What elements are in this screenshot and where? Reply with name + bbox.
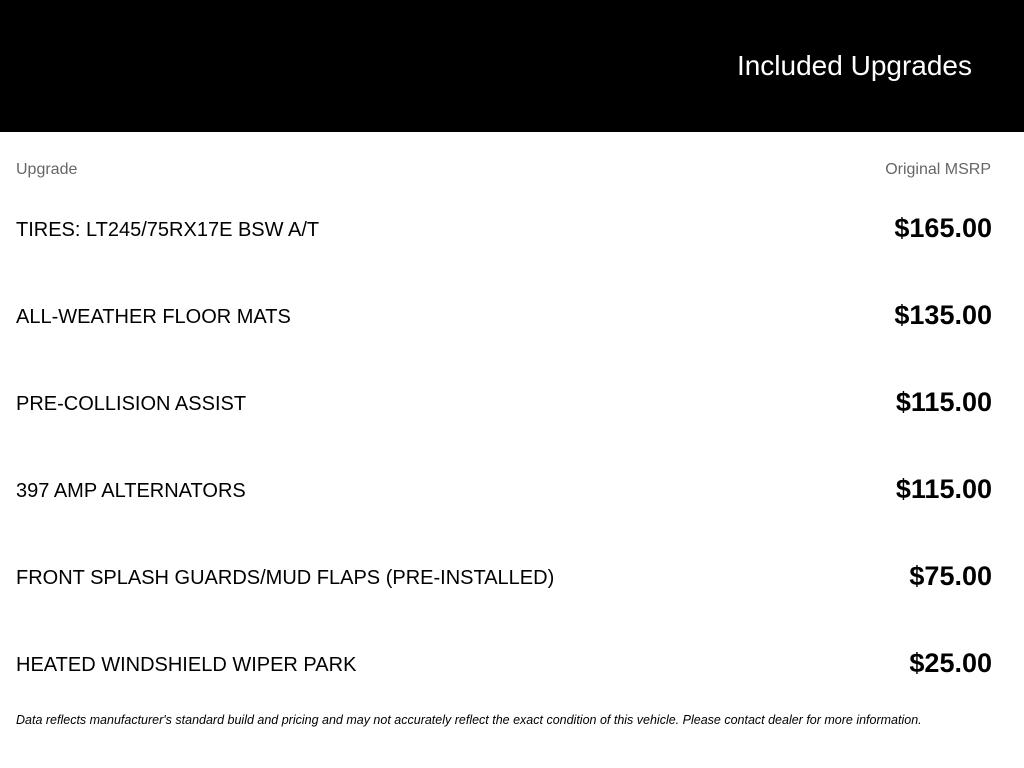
upgrade-name: HEATED WINDSHIELD WIPER PARK bbox=[16, 654, 357, 676]
list-item bbox=[0, 625, 1024, 712]
list-item bbox=[0, 538, 1024, 625]
upgrade-price: $165.00 bbox=[894, 213, 992, 243]
upgrade-price: $135.00 bbox=[894, 300, 992, 330]
upgrade-price: $25.00 bbox=[909, 648, 992, 678]
list-item bbox=[0, 451, 1024, 538]
disclaimer-text: Data reflects manufacturer's standard build and pricing and may not accurately reflect the exact condition of this vehicle. Please contact dealer for more information. bbox=[16, 713, 922, 727]
list-item bbox=[0, 190, 1024, 277]
upgrade-price: $115.00 bbox=[895, 474, 992, 504]
column-header-msrp: Original MSRP bbox=[885, 161, 991, 178]
upgrade-name: 397 AMP ALTERNATORS bbox=[16, 480, 246, 502]
upgrade-price: $75.00 bbox=[909, 561, 992, 591]
upgrade-price: $115.00 bbox=[895, 387, 992, 417]
upgrade-name: TIRES: LT245/75RX17E BSW A/T bbox=[16, 219, 320, 241]
upgrade-list bbox=[0, 190, 1024, 712]
column-header-upgrade: Upgrade bbox=[16, 161, 78, 178]
upgrade-name: PRE-COLLISION ASSIST bbox=[16, 393, 247, 415]
list-item bbox=[0, 364, 1024, 451]
upgrade-name: FRONT SPLASH GUARDS/MUD FLAPS (PRE-INSTALLED) bbox=[16, 567, 555, 589]
page-title: Included Upgrades bbox=[736, 50, 972, 81]
header-bar bbox=[0, 0, 1024, 132]
list-item bbox=[0, 277, 1024, 364]
upgrade-name: ALL-WEATHER FLOOR MATS bbox=[16, 306, 291, 328]
